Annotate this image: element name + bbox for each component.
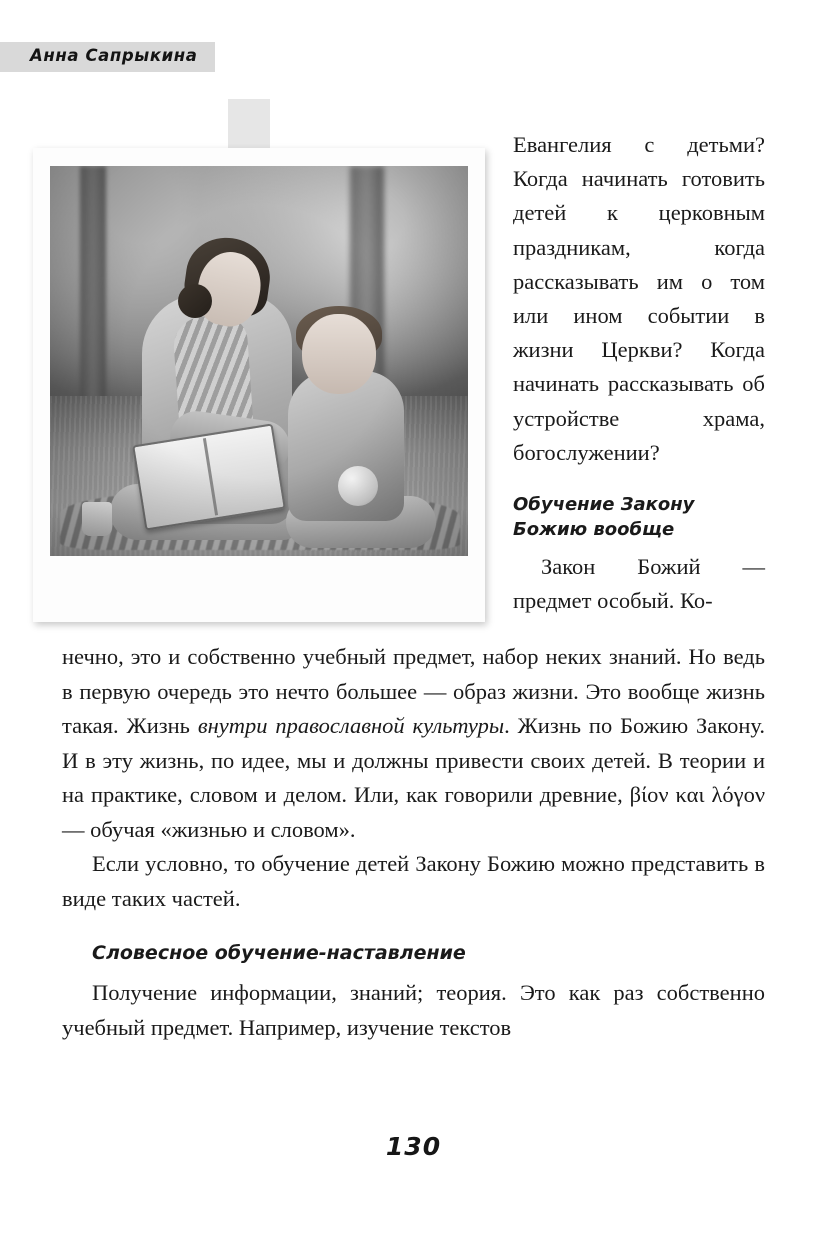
right-text-column xyxy=(513,128,765,618)
paragraph-body-1-part1: нечно, это и собственно учебный предмет, набор неких знаний. Но ведь в первую очередь это нечто большее — образ жизни. Это вообще жизнь такая. Жизнь xyxy=(62,644,765,738)
page-number: 130 xyxy=(385,1132,442,1161)
paragraph-body-1-italic: внутри православной культуры xyxy=(197,713,505,738)
photo-image xyxy=(50,166,468,556)
running-head-author: Анна Сапрыкина xyxy=(30,46,198,65)
photo-vignette xyxy=(50,166,468,556)
paragraph-body-2: Если условно, то обучение детей Закону Божию можно представить в виде таких частей. xyxy=(62,851,765,911)
paragraph-body-1 xyxy=(62,640,765,847)
paragraph-intro: Евангелия с детьми? Когда начинать готовить детей к церковным праздникам, когда рассказывать им о том или ином событии в жизни Церкви? Когда начинать рассказывать об устройстве храма, богослужении? xyxy=(513,132,765,465)
body-text-block xyxy=(62,640,765,1045)
paragraph-zakon-bozhiy-start: Закон Божий — предмет особый. Ко- xyxy=(513,554,765,614)
paragraph-body-1-part2: . Жизнь по Божию Закону. И в эту жизнь, по идее, мы и должны привести своих детей. В теории и на практике, словом и делом. Или, как говорили древние, βίον και λόγον — обучая «жизнью и словом». xyxy=(62,713,765,842)
photo-frame xyxy=(33,148,485,622)
subheading-slovesnoe-obuchenie: Словесное обучение-наставление xyxy=(92,942,466,964)
subheading-obuchenie-zakonu: Обучение Закону Божию вообще xyxy=(513,494,695,541)
paragraph-body-3: Получение информации, знаний; теория. Это как раз собственно учебный предмет. Например, изучение текстов xyxy=(62,980,765,1040)
